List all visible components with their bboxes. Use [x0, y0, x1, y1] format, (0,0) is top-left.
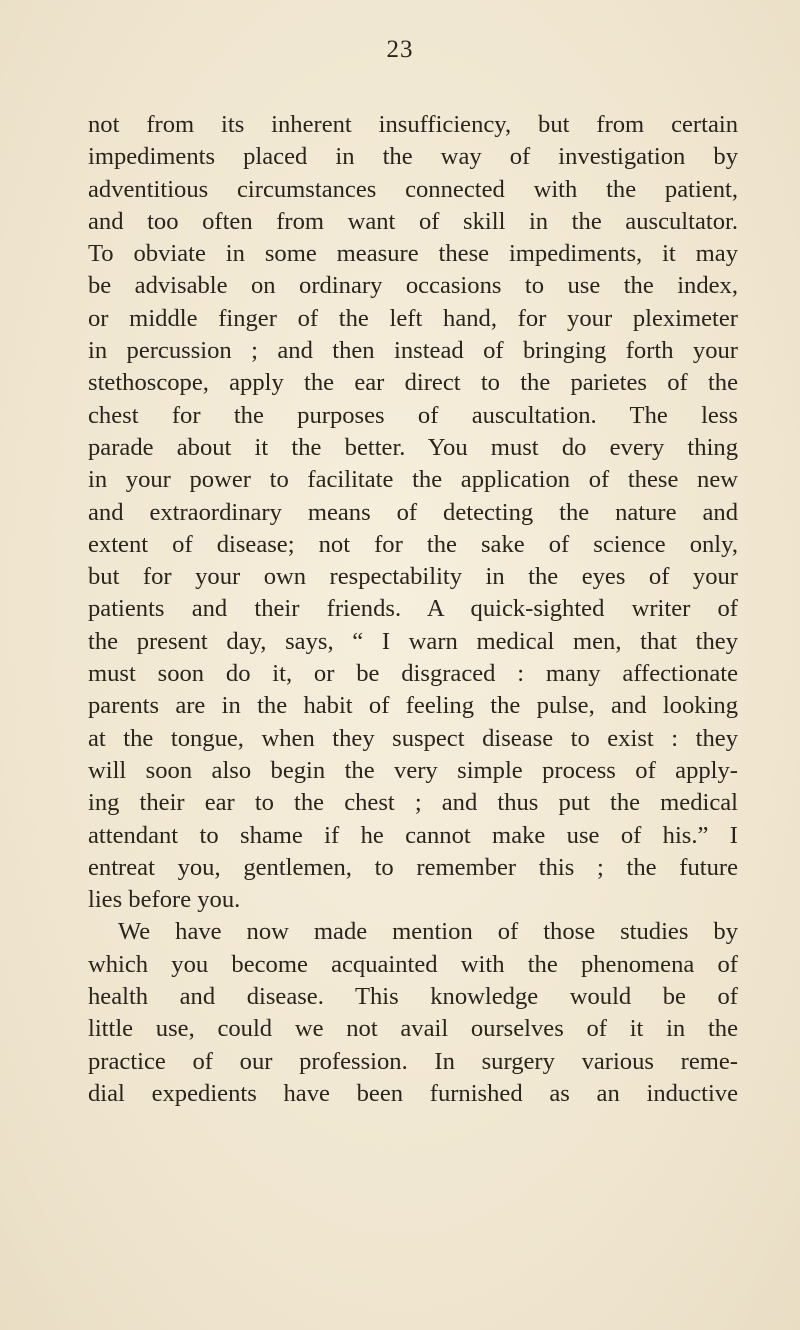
- text-line: but for your own respectability in the eyes of your: [88, 563, 738, 591]
- text-line: little use, could we not avail ourselves of it in the: [88, 1015, 738, 1043]
- text-line: ing their ear to the chest ; and thus put the medical: [88, 789, 738, 817]
- text-line: not from its inherent insufficiency, but from certain: [88, 111, 738, 138]
- text-line: in your power to facilitate the application of these new: [88, 466, 738, 494]
- text-line: in percussion ; and then instead of bringing forth your: [88, 337, 738, 365]
- body-text: [88, 109, 738, 1110]
- text-line: be advisable on ordinary occasions to use the index,: [88, 272, 738, 300]
- text-line: will soon also begin the very simple process of apply-: [88, 756, 738, 784]
- text-line: which you become acquainted with the phenomena of: [88, 950, 738, 978]
- text-line: stethoscope, apply the ear direct to the parietes of the: [88, 369, 738, 397]
- text-line: and too often from want of skill in the auscultator.: [88, 207, 738, 235]
- text-line: dial expedients have been furnished as an inductive: [88, 1079, 738, 1107]
- text-line: impediments placed in the way of investigation by: [88, 143, 738, 171]
- paragraph-start-line: We have now made mention of those studies by: [118, 918, 738, 946]
- text-line: or middle finger of the left hand, for your pleximeter: [88, 304, 738, 332]
- text-line: at the tongue, when they suspect disease to exist : they: [88, 724, 738, 752]
- text-line: lies before you.: [88, 886, 241, 914]
- text-line: parents are in the habit of feeling the pulse, and looking: [88, 692, 738, 720]
- text-line: and extraordinary means of detecting the nature and: [88, 498, 738, 526]
- text-line: patients and their friends. A quick-sighted writer of: [88, 595, 738, 623]
- text-line: must soon do it, or be disgraced : many affectionate: [88, 660, 738, 688]
- text-line: the present day, says, “ I warn medical men, that they: [88, 627, 738, 655]
- text-line: practice of our profession. In surgery various reme-: [88, 1047, 738, 1075]
- text-line: health and disease. This knowledge would be of: [88, 983, 738, 1011]
- text-line: To obviate in some measure these impediments, it may: [88, 240, 738, 268]
- text-line: extent of disease; not for the sake of science only,: [88, 530, 738, 558]
- text-line: attendant to shame if he cannot make use of his.” I: [88, 821, 738, 849]
- text-line: entreat you, gentlemen, to remember this ; the future: [88, 853, 738, 881]
- text-line: parade about it the better. You must do every thing: [88, 433, 738, 461]
- text-line: adventitious circumstances connected with the patient,: [88, 175, 738, 203]
- page-number: 23: [386, 36, 414, 63]
- text-line: chest for the purposes of auscultation. The less: [88, 401, 738, 429]
